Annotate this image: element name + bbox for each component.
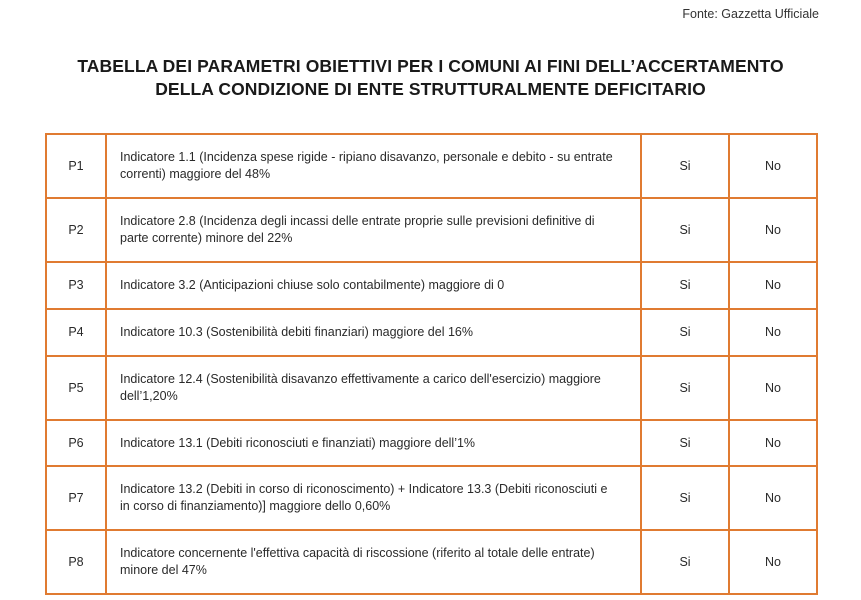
table-row [46,309,817,356]
no-cell: No [729,466,817,530]
no-cell: No [729,356,817,420]
parameter-description: Indicatore concernente l'effettiva capacità di riscossione (riferito al totale delle entrate) minore del 47% [106,530,641,594]
parameter-code: P7 [46,466,106,530]
parameter-code: P2 [46,198,106,262]
no-cell: No [729,530,817,594]
si-cell: Si [641,530,729,594]
no-cell: No [729,309,817,356]
si-cell: Si [641,356,729,420]
no-cell: No [729,134,817,198]
parameter-description: Indicatore 10.3 (Sostenibilità debiti finanziari) maggiore del 16% [106,309,641,356]
table-row [46,420,817,466]
parameter-description: Indicatore 3.2 (Anticipazioni chiuse solo contabilmente) maggiore di 0 [106,262,641,309]
table-row [46,198,817,262]
parameter-code: P1 [46,134,106,198]
parameter-code: P4 [46,309,106,356]
parameters-table [45,133,818,595]
table-row [46,262,817,309]
no-cell: No [729,420,817,466]
si-cell: Si [641,420,729,466]
no-cell: No [729,198,817,262]
parameter-code: P8 [46,530,106,594]
table-row [46,134,817,198]
parameter-code: P5 [46,356,106,420]
table-row [46,356,817,420]
si-cell: Si [641,262,729,309]
table-row [46,466,817,530]
page-title [0,55,861,101]
parameter-description: Indicatore 12.4 (Sostenibilità disavanzo effettivamente a carico dell'esercizio) maggiore dell’1,20% [106,356,641,420]
si-cell: Si [641,198,729,262]
title-line-1: TABELLA DEI PARAMETRI OBIETTIVI PER I COMUNI AI FINI DELL’ACCERTAMENTO [77,56,784,76]
parameter-code: P3 [46,262,106,309]
no-cell: No [729,262,817,309]
table-row [46,530,817,594]
parameter-description: Indicatore 1.1 (Incidenza spese rigide - ripiano disavanzo, personale e debito - su entrate correnti) maggiore del 48% [106,134,641,198]
si-cell: Si [641,466,729,530]
parameter-description: Indicatore 13.1 (Debiti riconosciuti e finanziati) maggiore dell’1% [106,420,641,466]
si-cell: Si [641,309,729,356]
parameter-description: Indicatore 2.8 (Incidenza degli incassi delle entrate proprie sulle previsioni definitive di parte corrente) minore del 22% [106,198,641,262]
parameter-description: Indicatore 13.2 (Debiti in corso di riconoscimento) + Indicatore 13.3 (Debiti riconosciuti e in corso di finanziamento)] maggiore dello 0,60% [106,466,641,530]
title-line-2: DELLA CONDIZIONE DI ENTE STRUTTURALMENTE DEFICITARIO [155,79,706,99]
parameter-code: P6 [46,420,106,466]
si-cell: Si [641,134,729,198]
source-credit: Fonte: Gazzetta Ufficiale [682,7,819,21]
